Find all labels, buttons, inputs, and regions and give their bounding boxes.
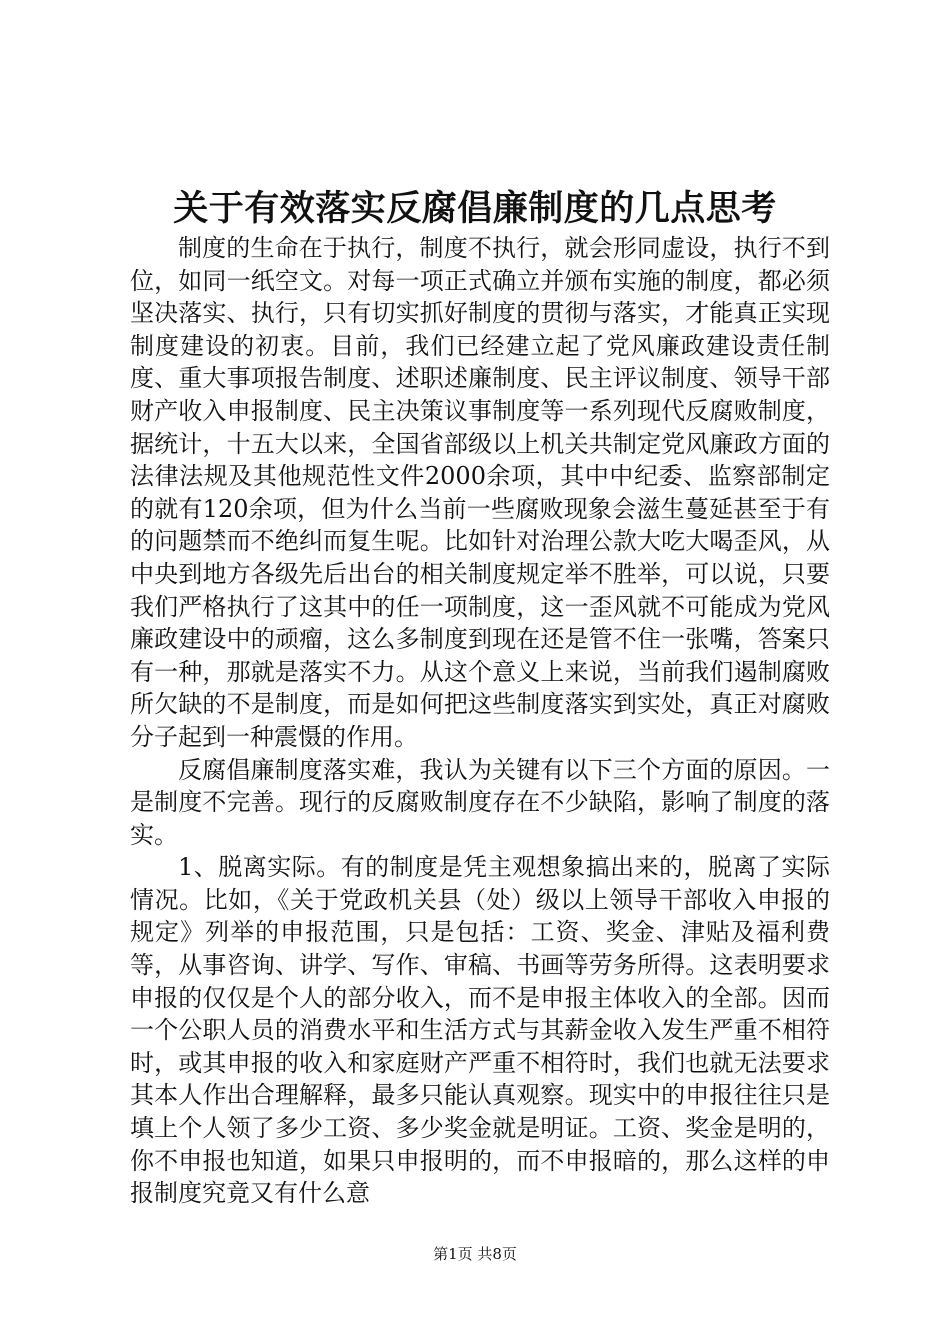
page-footer: 第1页 共8页 xyxy=(433,1245,517,1263)
paragraph-1: 制度的生命在于执行，制度不执行，就会形同虚设，执行不到位，如同一纸空文。对每一项正式确立并颁布实施的制度，都必须坚决落实、执行，只有切实抓好制度的贯彻与落实，才能真正实现制度建设的初衷。目前，我们已经建立起了党风廉政建设责任制度、重大事项报告制度、述职述廉制度、民主评议制度、领导干部财产收入申报制度、民主决策议事制度等一系列现代反腐败制度，据统计，十五大以来，全国省部级以上机关共制定党风廉政方面的法律法规及其他规范性文件2000余项，其中中纪委、监察部制定的就有120余项，但为什么当前一些腐败现象会滋生蔓延甚至于有的问题禁而不绝纠而复生呢。比如针对治理公款大吃大喝歪风，从中央到地方各级先后出台的相关制度规定举不胜举，可以说，只要我们严格执行了这其中的任一项制度，这一歪风就不可能成为党风廉政建设中的顽瘤，这么多制度到现在还是管不住一张嘴，答案只有一种，那就是落实不力。从这个意义上来说，当前我们遏制腐败所欠缺的不是制度，而是如何把这些制度落实到实处，真正对腐败分子起到一种震慑的作用。 xyxy=(130,234,830,751)
paragraph-3: 1、脱离实际。有的制度是凭主观想象搞出来的，脱离了实际情况。比如，《关于党政机关县（处）级以上领导干部收入申报的规定》列举的申报范围，只是包括：工资、奖金、津贴及福利费等，从事咨询、讲学、写作、审稿、书画等劳务所得。这表明要求申报的仅仅是个人的部分收入，而不是申报主体收入的全部。因而一个公职人员的消费水平和生活方式与其薪金收入发生严重不相符时，或其申报的收入和家庭财产严重不相符时，我们也就无法要求其本人作出合理解释，最多只能认真观察。现实中的申报往往只是填上个人领了多少工资、多少奖金就是明证。工资、奖金是明的，你不申报也知道，如果只申报明的，而不申报暗的，那么这样的申报制度究竟又有什么意 xyxy=(130,853,830,1208)
document-title: 关于有效落实反腐倡廉制度的几点思考 xyxy=(173,188,777,229)
document-body xyxy=(130,232,830,1210)
paragraph-2: 反腐倡廉制度落实难，我认为关键有以下三个方面的原因。一是制度不完善。现行的反腐败制度存在不少缺陷，影响了制度的落实。 xyxy=(130,755,830,849)
